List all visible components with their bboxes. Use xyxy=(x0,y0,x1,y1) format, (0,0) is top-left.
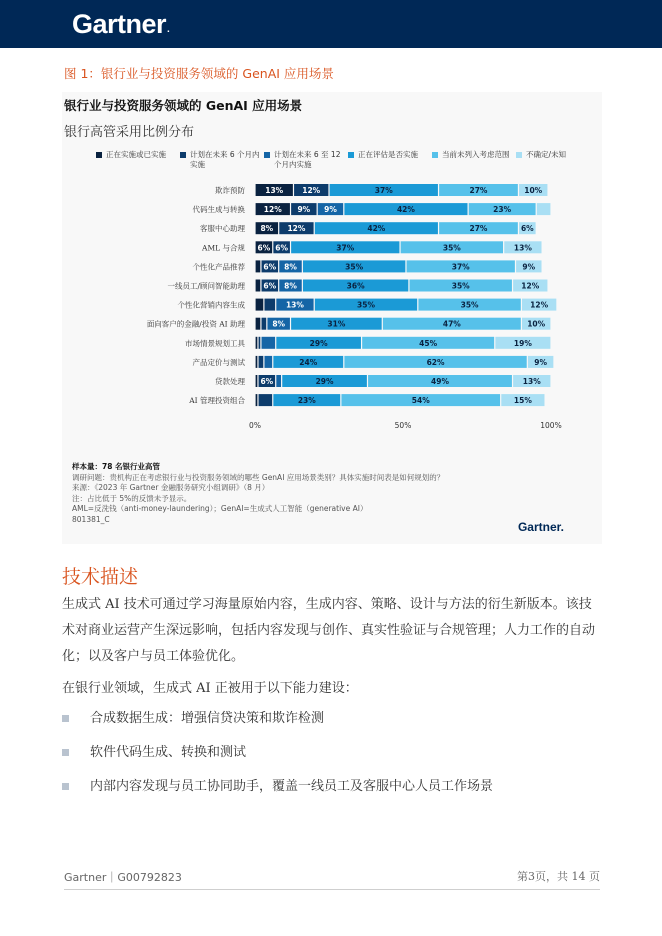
bar-segment xyxy=(256,356,258,368)
data-label: 6% xyxy=(520,224,534,234)
category-label: AML 与合规 xyxy=(202,243,245,253)
source-note: 来源：《2023 年 Gartner 金融服务研究小组调研》（8 月） xyxy=(72,483,270,493)
data-label: 6% xyxy=(260,377,274,386)
x-tick-label: 100% xyxy=(540,421,562,431)
legend-swatch xyxy=(348,152,354,158)
paragraph-banking-intro: 在银行业领域，生成式 AI 正被用于以下能力建设： xyxy=(62,681,358,696)
data-label: 47% xyxy=(442,319,461,329)
figure xyxy=(62,92,602,544)
bar-segment xyxy=(276,375,281,387)
sample-size: 样本量：78 名银行业高管 xyxy=(72,462,161,471)
data-label: 37% xyxy=(374,186,393,195)
category-label: 代码生成与转换 xyxy=(192,205,245,215)
data-label: 9% xyxy=(534,357,548,367)
threshold-note: 注：占比低于 5%的反馈未予显示。 xyxy=(72,493,192,503)
list-item: 软件代码生成、转换和测试 xyxy=(62,740,602,774)
legend-swatch xyxy=(264,152,270,158)
legend-swatch xyxy=(432,152,438,158)
legend-label: 正在实施或已实施 xyxy=(106,150,166,159)
bar-segment xyxy=(262,337,276,349)
data-label: 10% xyxy=(524,186,543,195)
legend-swatch xyxy=(516,152,522,158)
category-label: 个性化产品推荐 xyxy=(192,262,245,272)
chart-subtitle: 银行高管采用比例分布 xyxy=(64,125,195,140)
bullet-square-icon xyxy=(62,715,69,722)
legend-label: 计划在未来 6 至 12 个月内实施 xyxy=(274,150,341,169)
data-label: 35% xyxy=(451,281,470,291)
page-header xyxy=(0,0,662,48)
bar-segment xyxy=(256,375,258,387)
legend-swatch xyxy=(96,152,102,158)
legend-label: 正在评估是否实施 xyxy=(358,150,418,159)
data-label: 6% xyxy=(263,281,277,291)
data-label: 12% xyxy=(530,300,549,310)
category-label: 欺诈预防 xyxy=(215,186,245,195)
chart-legend xyxy=(96,150,606,176)
bar-segment xyxy=(264,299,275,311)
category-label: AI 管理投资组合 xyxy=(189,396,245,406)
x-tick-label: 50% xyxy=(394,421,412,431)
x-tick-label: 0% xyxy=(249,421,261,431)
bar-segment xyxy=(256,299,264,311)
category-label: 个性化营销内容生成 xyxy=(177,300,245,310)
legend-label: 计划在未来 6 个月内实施 xyxy=(190,150,260,169)
bar-segment xyxy=(256,260,261,272)
bar-segment xyxy=(259,356,264,368)
paragraph-description: 生成式 AI 技术可通过学习海量原始内容，生成内容、策略、设计与方法的衍生新版本。该技术对商业运营产生深远影响，包括内容发现与创作、真实性验证与合规管理；人力工作的自动化；以及客户与员工体验优化。 xyxy=(62,597,596,664)
data-label: 13% xyxy=(265,186,284,195)
figure-caption: 图 1：银行业与投资服务领域的 GenAI 应用场景 xyxy=(64,66,334,81)
logo-dot: . xyxy=(167,24,170,35)
data-label: 12% xyxy=(302,186,321,195)
bar-segment xyxy=(256,337,258,349)
bullet-square-icon xyxy=(62,783,69,790)
data-label: 13% xyxy=(285,300,304,310)
data-label: 8% xyxy=(272,319,286,329)
data-label: 10% xyxy=(527,319,546,329)
data-label: 12% xyxy=(521,281,540,291)
data-label: 9% xyxy=(297,205,311,215)
data-label: 23% xyxy=(493,205,512,215)
data-label: 23% xyxy=(297,396,316,406)
data-label: 9% xyxy=(522,262,536,272)
data-label: 6% xyxy=(263,262,277,272)
data-label: 27% xyxy=(469,186,488,195)
stacked-bar-chart xyxy=(62,178,602,440)
list-item: 内部内容发现与员工协同助手，覆盖一线员工及客服中心人员工作场景 xyxy=(62,774,602,808)
category-label: 市场情景规划工具 xyxy=(185,338,245,348)
section-title: 技术描述 xyxy=(62,566,139,588)
gartner-logo: Gartner. xyxy=(72,9,170,39)
footer-divider xyxy=(64,889,600,890)
data-label: 13% xyxy=(522,377,541,386)
data-label: 35% xyxy=(460,300,479,310)
data-label: 37% xyxy=(451,262,470,272)
data-label: 45% xyxy=(419,338,438,348)
category-label: 面向客户的金融/投资 AI 助理 xyxy=(146,319,245,329)
bar-segment xyxy=(256,280,261,292)
bar-segment xyxy=(256,394,258,406)
category-label: 产品定价与测试 xyxy=(192,357,245,367)
data-label: 9% xyxy=(324,205,337,215)
data-label: 35% xyxy=(345,262,364,272)
bar-segment xyxy=(259,394,273,406)
data-label: 13% xyxy=(513,243,532,253)
data-label: 35% xyxy=(357,300,375,310)
data-label: 15% xyxy=(513,396,532,406)
data-label: 12% xyxy=(287,224,306,234)
data-label: 19% xyxy=(513,338,532,348)
data-label: 31% xyxy=(327,319,346,329)
footer-page-number: 第3页，共 14 页 xyxy=(517,870,600,883)
chart-title: 银行业与投资服务领域的 GenAI 应用场景 xyxy=(64,98,303,113)
bar-segment xyxy=(537,203,551,215)
list-item: 合成数据生成：增强信贷决策和欺诈检测 xyxy=(62,706,602,740)
data-label: 27% xyxy=(469,224,488,234)
data-label: 36% xyxy=(346,281,365,291)
bar-segment xyxy=(262,318,267,330)
figure-notes xyxy=(72,462,592,526)
bullet-square-icon xyxy=(62,749,69,756)
data-label: 62% xyxy=(426,357,445,367)
legend-label: 不确定/未知 xyxy=(526,150,567,159)
bar-segment xyxy=(264,356,272,368)
survey-question: 调研问题：贵机构正在考虑银行业与投资服务领域的哪些 GenAI 应用场景类别？具体实施时间表是如何规划的？ xyxy=(72,472,445,482)
data-label: 24% xyxy=(299,357,318,367)
category-label: 贷款处理 xyxy=(215,377,245,386)
data-label: 8% xyxy=(284,262,297,272)
data-label: 54% xyxy=(411,396,430,406)
category-label: 客服中心助理 xyxy=(200,224,245,234)
data-label: 42% xyxy=(396,205,415,215)
data-label: 6% xyxy=(275,243,289,253)
data-label: 8% xyxy=(260,224,274,234)
category-label: 一线员工/顾问智能助理 xyxy=(167,281,245,291)
abbreviation-note: AML=反洗钱（anti-money-laundering）；GenAI=生成式人工智能（generative AI） xyxy=(72,504,368,514)
data-label: 6% xyxy=(257,243,271,253)
data-label: 35% xyxy=(442,243,461,253)
data-label: 8% xyxy=(284,281,297,291)
data-label: 49% xyxy=(431,377,449,386)
legend-swatch xyxy=(180,152,186,158)
bullet-list xyxy=(62,706,602,808)
data-label: 42% xyxy=(367,224,386,234)
bar-segment xyxy=(259,337,261,349)
footer-doc-id: Gartner｜G00792823 xyxy=(64,871,182,884)
data-label: 37% xyxy=(336,243,355,253)
figure-id: 801381_C xyxy=(72,514,110,524)
figure-gartner-logo: Gartner. xyxy=(517,520,564,534)
data-label: 12% xyxy=(263,205,282,215)
legend-label: 当前未列入考虑范围 xyxy=(442,150,510,159)
bar-segment xyxy=(256,318,261,330)
data-label: 29% xyxy=(315,377,334,386)
data-label: 29% xyxy=(309,338,328,348)
